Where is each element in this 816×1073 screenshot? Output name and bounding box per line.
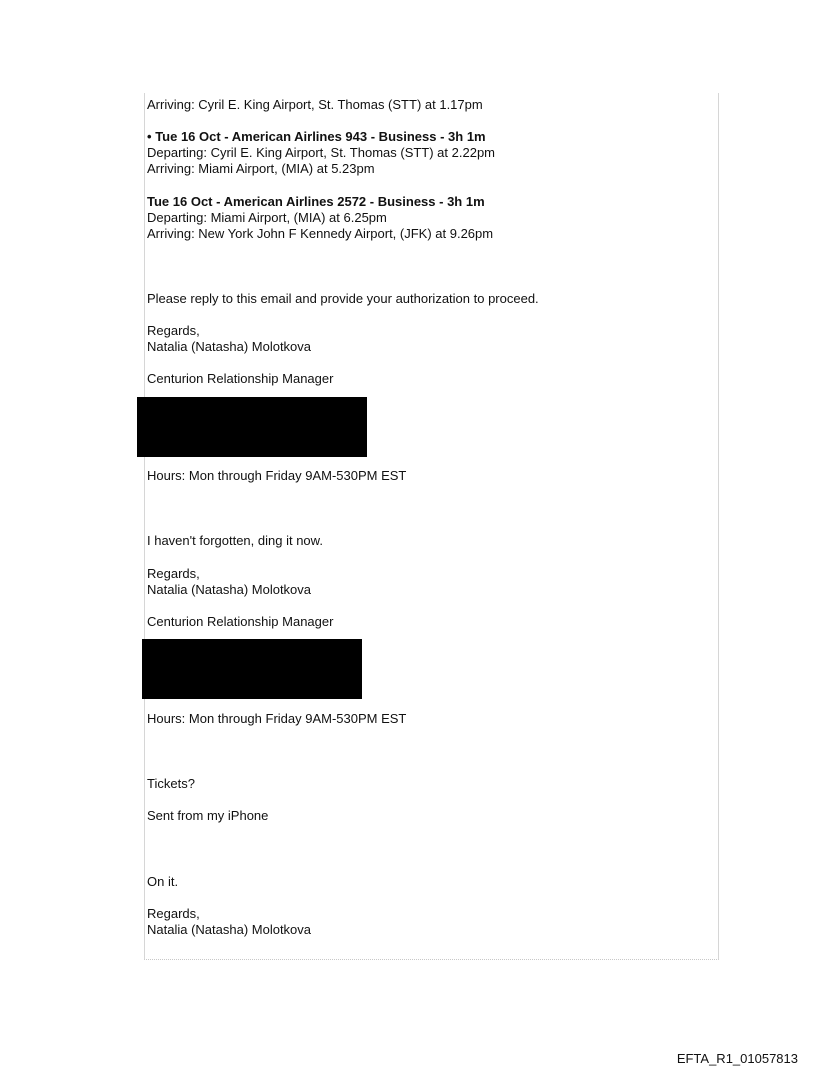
message-2-regards: Regards,	[147, 566, 200, 581]
flight-1-heading	[147, 129, 486, 145]
message-2-body: I haven't forgotten, ding it now.	[147, 533, 323, 548]
message-4-regards: Regards,	[147, 906, 200, 921]
message-1-hours: Hours: Mon through Friday 9AM-530PM EST	[147, 468, 407, 483]
flight-2-departing: Departing: Miami Airport, (MIA) at 6.25pm	[147, 210, 387, 225]
message-1-sender-title: Centurion Relationship Manager	[147, 371, 334, 386]
message-2-hours: Hours: Mon through Friday 9AM-530PM EST	[147, 711, 407, 726]
message-4-sender-name: Natalia (Natasha) Molotkova	[147, 922, 312, 937]
flight-2-heading: Tue 16 Oct - American Airlines 2572 - Business - 3h 1m	[147, 194, 485, 209]
flight-1-arriving: Arriving: Miami Airport, (MIA) at 5.23pm	[147, 161, 375, 176]
bullet: •	[147, 129, 152, 144]
message-1-body: Please reply to this email and provide your authorization to proceed.	[147, 291, 539, 306]
message-2-sender-title: Centurion Relationship Manager	[147, 614, 334, 629]
document-id: EFTA_R1_01057813	[676, 1051, 798, 1066]
message-1-sender-name: Natalia (Natasha) Molotkova	[147, 339, 312, 354]
redaction-block	[142, 639, 362, 699]
message-1-regards: Regards,	[147, 323, 200, 338]
flight-1-departing: Departing: Cyril E. King Airport, St. Thomas (STT) at 2.22pm	[147, 145, 495, 160]
message-2-sender-name: Natalia (Natasha) Molotkova	[147, 582, 312, 597]
message-3-body: Tickets?	[147, 776, 195, 791]
redaction-block	[137, 397, 367, 457]
first-arrival-line: Arriving: Cyril E. King Airport, St. Thomas (STT) at 1.17pm	[147, 97, 483, 112]
flight-1-title: Tue 16 Oct - American Airlines 943 - Business - 3h 1m	[155, 129, 486, 144]
message-3-signature: Sent from my iPhone	[147, 808, 269, 823]
flight-2-arriving: Arriving: New York John F Kennedy Airport, (JFK) at 9.26pm	[147, 226, 494, 241]
message-4-body: On it.	[147, 874, 179, 889]
